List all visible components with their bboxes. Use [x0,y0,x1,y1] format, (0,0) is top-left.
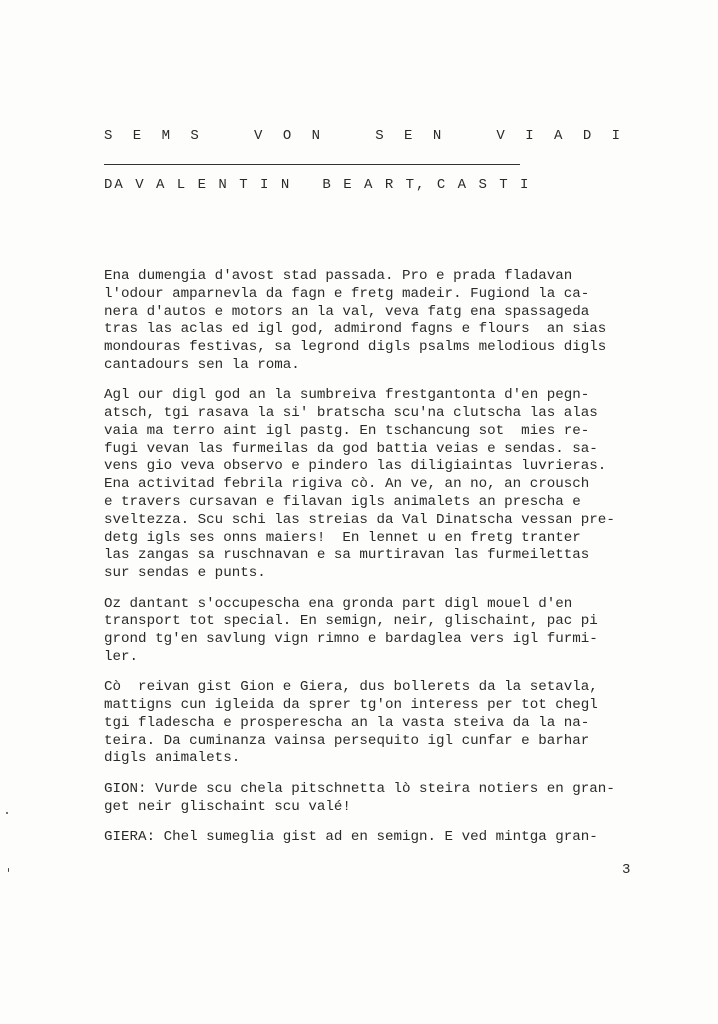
paragraph-1: Ena dumengia d'avost stad passada. Pro e prada fladavan l'odour amparnevla da fagn e fretg madeir. Fugiond la ca- nera d'autos e motors an la val, veva fatg ena spassageda tras las aclas ed igl god, admirond fagns e flours an sias mondouras festivas, sa legrond digls psalms melodious digls cantadours sen la roma. [104,268,607,373]
scan-speck [8,868,9,872]
paragraph-giera: GIERA: Chel sumeglia gist ad en semign. E ved mintga gran- [104,828,598,845]
paragraph-3: Oz dantant s'occupescha ena gronda part digl mouel d'en transport tot special. En semign, neir, glischaint, pac pi grond tg'en savlung vign rimno e bardaglea vers igl furmi- ler. [104,595,598,665]
page-number: 3 [622,862,631,878]
document-title: S E M S V O N S E N V I A D I [104,128,624,144]
paragraph-2: Agl our digl god an la sumbreiva frestgantonta d'en pegn- atsch, tgi rasava la si' bratscha scu'na clutscha las alas vaia ma terro aint igl pastg. En tschancung sot mies re- fugi vevan las furmeilas da god battia veias e sendas. sa- vens gio veva observo e pindero las diligiaintas luvrieras. Ena activitad febrila rigiva cò. An ve, an no, an crousch e travers cursavan e filavan igls animalets an prescha e sveltezza. Scu schi las streias da Val Dinatscha vessan pre- detg igls ses onns maiers! En lennet u en fretg tranter las zangas sa ruschnavan e sa murtiravan las furmeilettas sur sendas e punts. [104,387,615,582]
paragraph-gion: GION: Vurde scu chela pitschnetta lò steira notiers en gran- get neir glischaint scu valé! [104,780,615,815]
author-byline: DA V A L E N T I N B E A R T, C A S T I [104,177,531,193]
body-text [104,268,652,859]
title-underline [104,164,520,165]
scan-speck [6,812,8,814]
paragraph-4: Cò reivan gist Gion e Giera, dus bollerets da la setavla, mattigns cun igleida da sprer tg'on interess per tot chegl tgi fladescha e prosperescha an la vasta steiva da la na- teira. Da cuminanza vainsa persequito igl cunfar e barhar digls animalets. [104,679,598,767]
